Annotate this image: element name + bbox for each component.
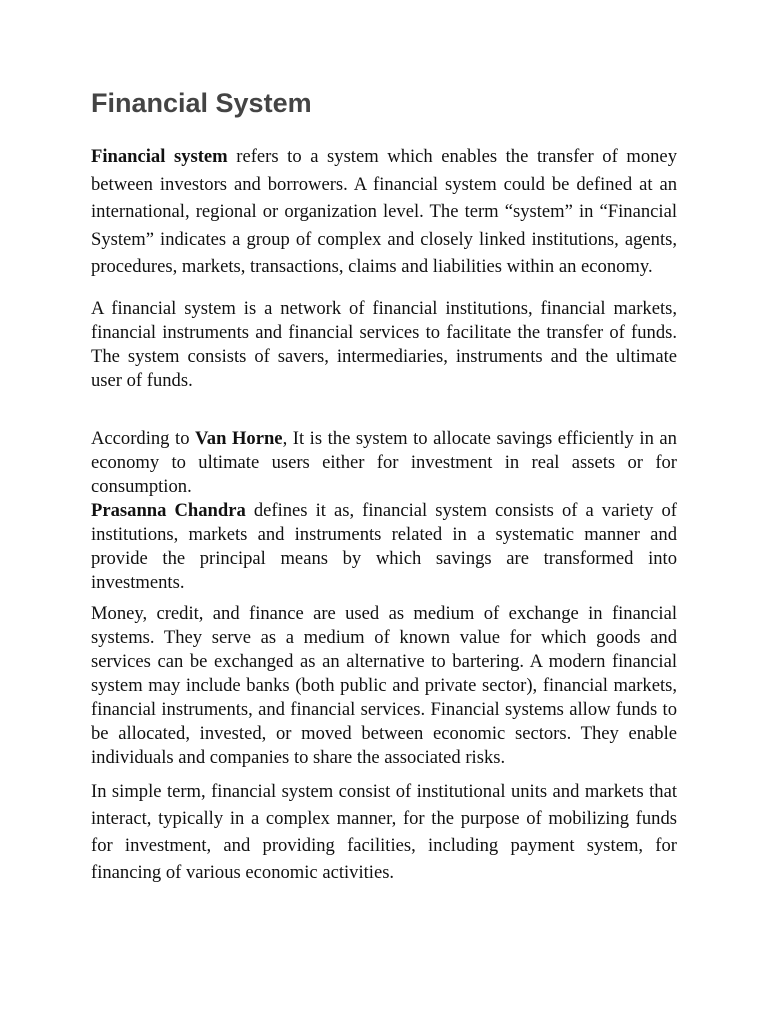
bold-name-prasanna-chandra: Prasanna Chandra: [91, 499, 246, 521]
document-page: [91, 86, 677, 887]
paragraph-network: [91, 297, 677, 393]
paragraph-text: Money, credit, and finance are used as medium of exchange in financial systems. They serve as a medium of known value for which goods and services can be exchanged as an alternative to bartering. A modern financial system may include banks (both public and private sector), financial markets, financial instruments, and financial services. Financial systems allow funds to be allocated, invested, or moved between economic sectors. They enable individuals and companies to share the associated risks.: [91, 602, 677, 768]
paragraph-simple-term: [91, 778, 677, 887]
paragraph-definition: [91, 143, 677, 281]
paragraph-prefix: According to: [91, 427, 196, 449]
paragraph-text: In simple term, financial system consist of institutional units and markets that interact, typically in a complex manner, for the purpose of mobilizing funds for investment, and providing facilities, including payment system, for financing of various economic activities.: [91, 780, 677, 884]
paragraph-text: refers to a system which enables the transfer of money between investors and borrowers. A financial system could be defined at an international, regional or organization level. The term “system” in “Financial System” indicates a group of complex and closely linked institutions, agents, procedures, markets, transactions, claims and liabilities within an economy.: [91, 146, 677, 278]
paragraph-van-horne: [91, 427, 677, 499]
document-title: Financial System: [91, 88, 312, 118]
paragraph-text: defines it as, financial system consists of a variety of institutions, markets and instruments related in a systematic manner and provide the principal means by which savings are transformed into investments.: [91, 499, 677, 593]
bold-name-van-horne: Van Horne: [195, 427, 283, 449]
paragraph-money-credit: [91, 602, 677, 770]
paragraph-text: A financial system is a network of financial institutions, financial markets, financial instruments and financial services to facilitate the transfer of funds. The system consists of savers, intermediaries, instruments and the ultimate user of funds.: [91, 297, 677, 391]
bold-term-financial-system: Financial system: [91, 146, 228, 168]
paragraph-prasanna-chandra: [91, 499, 677, 595]
paragraph-text: , It is the system to allocate savings efficiently in an economy to ultimate users either for investment in real assets or for consumption.: [91, 427, 677, 497]
